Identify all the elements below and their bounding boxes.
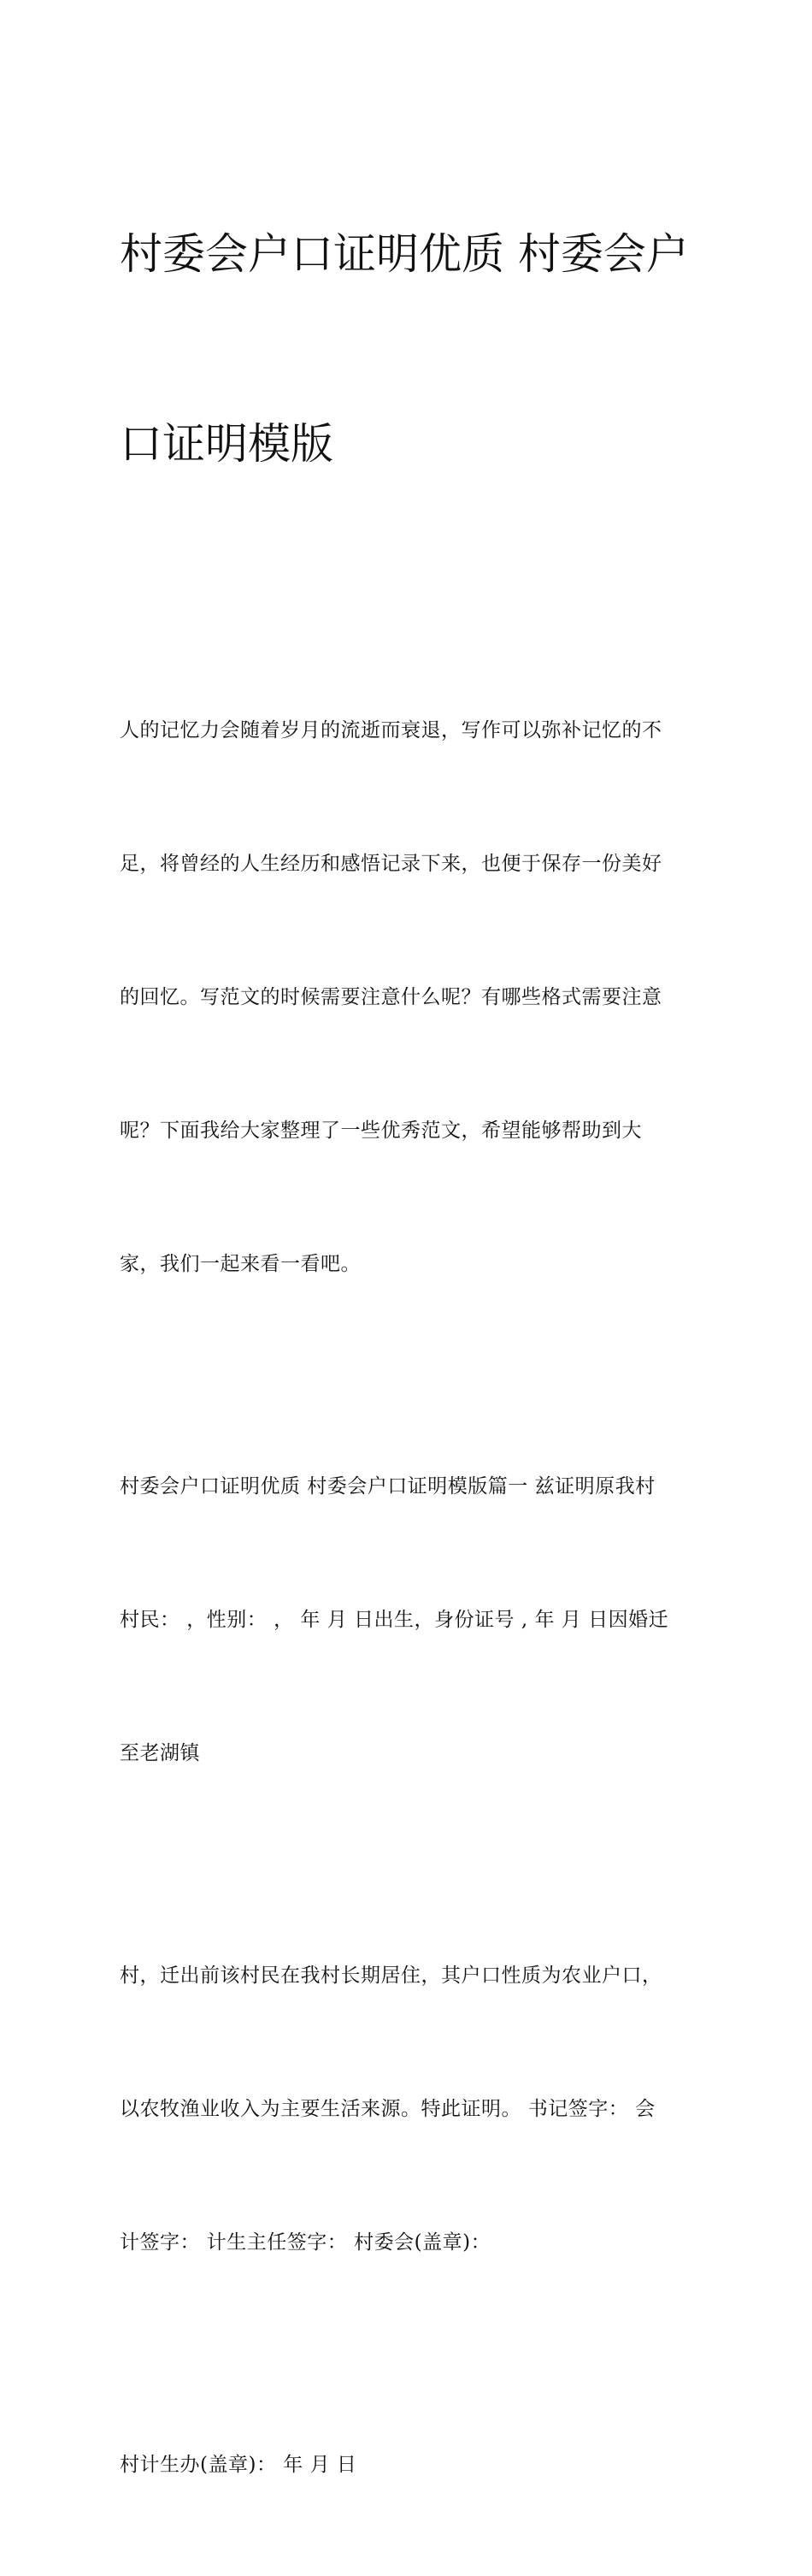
closing-line: 村计生办(盖章)： 年 月 日 xyxy=(120,2454,357,2476)
certificate-line: 以农牧渔业收入为主要生活来源。特此证明。 书记签字： 会 xyxy=(120,2098,656,2120)
intro-paragraph xyxy=(120,619,694,1375)
intro-line: 足，将曾经的人生经历和感悟记录下来，也便于保存一份美好 xyxy=(120,853,662,875)
certificate-line: 村，迁出前该村民在我村长期居住，其户口性质为农业户口， xyxy=(120,1964,662,1987)
intro-line: 人的记忆力会随着岁月的流逝而衰退，写作可以弥补记忆的不 xyxy=(120,719,662,741)
document-body xyxy=(120,619,694,2576)
title-line: 村委会户口证明优质 村委会户 xyxy=(120,229,689,279)
certificate-line: 计签字： 计生主任签字： 村委会(盖章)： xyxy=(120,2231,491,2254)
section-line: 村民： ，性别： ， 年 月 日出生，身份证号 , 年 月 日因婚迁 xyxy=(120,1609,669,1631)
section-paragraph xyxy=(120,1375,694,1864)
certificate-paragraph xyxy=(120,1864,694,2354)
title-line: 口证明模版 xyxy=(120,419,333,469)
intro-line: 呢？下面我给大家整理了一些优秀范文，希望能够帮助到大 xyxy=(120,1120,642,1142)
document-title xyxy=(120,96,694,602)
section-line: 村委会户口证明优质 村委会户口证明模版篇一 兹证明原我村 xyxy=(120,1475,656,1498)
intro-line: 家，我们一起来看一看吧。 xyxy=(120,1253,361,1275)
intro-line: 的回忆。写范文的时候需要注意什么呢？有哪些格式需要注意 xyxy=(120,986,662,1008)
document-content xyxy=(120,96,694,2576)
section-line: 至老湖镇 xyxy=(120,1742,200,1764)
closing-paragraph xyxy=(120,2354,694,2576)
